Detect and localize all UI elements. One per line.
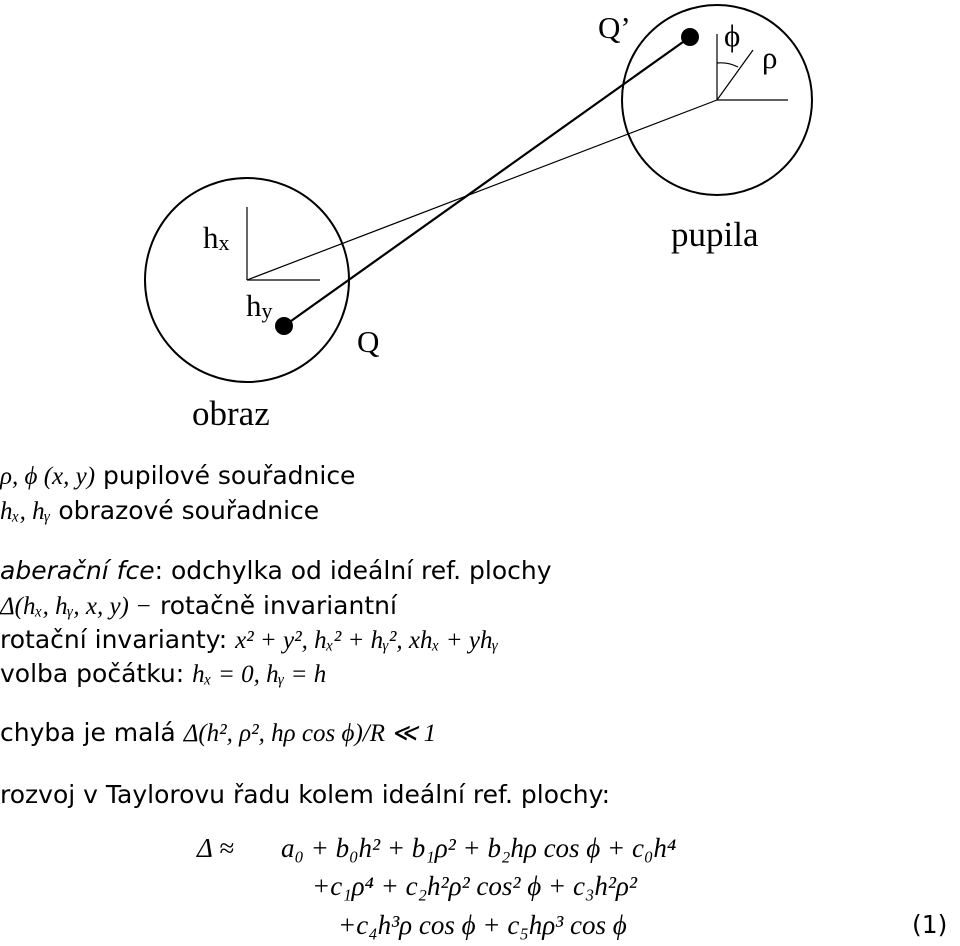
pupil-coords-vars: ρ, ϕ (x, y) [0,463,96,490]
invariants-expression: x² + y², hₓ² + hᵧ², xhₓ + yhᵧ [235,627,499,654]
origin-label: volba počátku: [0,659,185,688]
rotational-desc: rotačně invariantní [159,591,397,620]
label-hy: hy [246,288,273,323]
line-pupil-coords [0,461,355,491]
point-q-prime [681,28,699,46]
line-aberration-def [0,556,552,585]
phi-angle-arc [717,63,738,67]
equation-number: (1) [912,910,948,939]
equation-lhs: Δ ≈ [197,833,234,863]
aberration-term: aberační fce [0,556,155,585]
label-obraz: obraz [192,394,270,433]
chief-ray [247,100,717,280]
aberration-rest: : odchylka od ideální ref. plochy [154,556,552,585]
image-coords-vars: hₓ, hᵧ [0,498,51,525]
optics-diagram [0,0,960,450]
equation-row-3: +c₄h³ρ cos ϕ + c₅hρ³ cos ϕ [338,910,627,940]
label-pupila: pupila [671,215,759,254]
label-hx: hx [203,220,230,255]
small-error-expression: Δ(h², ρ², hρ cos ϕ)/R ≪ 1 [183,720,437,747]
small-error-label: chyba je malá [0,718,176,747]
equation-row-2: +c₁ρ⁴ + c₂h²ρ² cos² ϕ + c₃h²ρ² [312,871,637,901]
label-q: Q [357,324,380,359]
pupil-coords-desc: pupilové souřadnice [103,461,356,490]
point-q [275,317,293,335]
origin-expression: hₓ = 0, hᵧ = h [192,661,327,688]
label-rho: ρ [762,40,778,75]
invariants-label: rotační invarianty: [0,625,228,654]
line-rotational-invariance [0,591,397,621]
label-q-prime: Q’ [598,10,631,45]
line-image-coords [0,496,319,526]
line-invariants [0,625,498,655]
line-origin-choice [0,659,326,689]
equation-row-1: a₀ + b₀h² + b₁ρ² + b₂hρ cos ϕ + c₀h⁴ [281,833,677,863]
rho-radius-line [717,50,753,100]
image-coords-desc: obrazové souřadnice [58,496,320,525]
delta-expression: Δ(hₓ, hᵧ, x, y) − [0,593,153,620]
ray-q-to-q-prime [284,37,690,326]
label-phi: ϕ [724,18,741,53]
line-taylor: rozvoj v Taylorovu řadu kolem ideální ref. plochy: [0,780,611,809]
line-small-error [0,718,436,748]
